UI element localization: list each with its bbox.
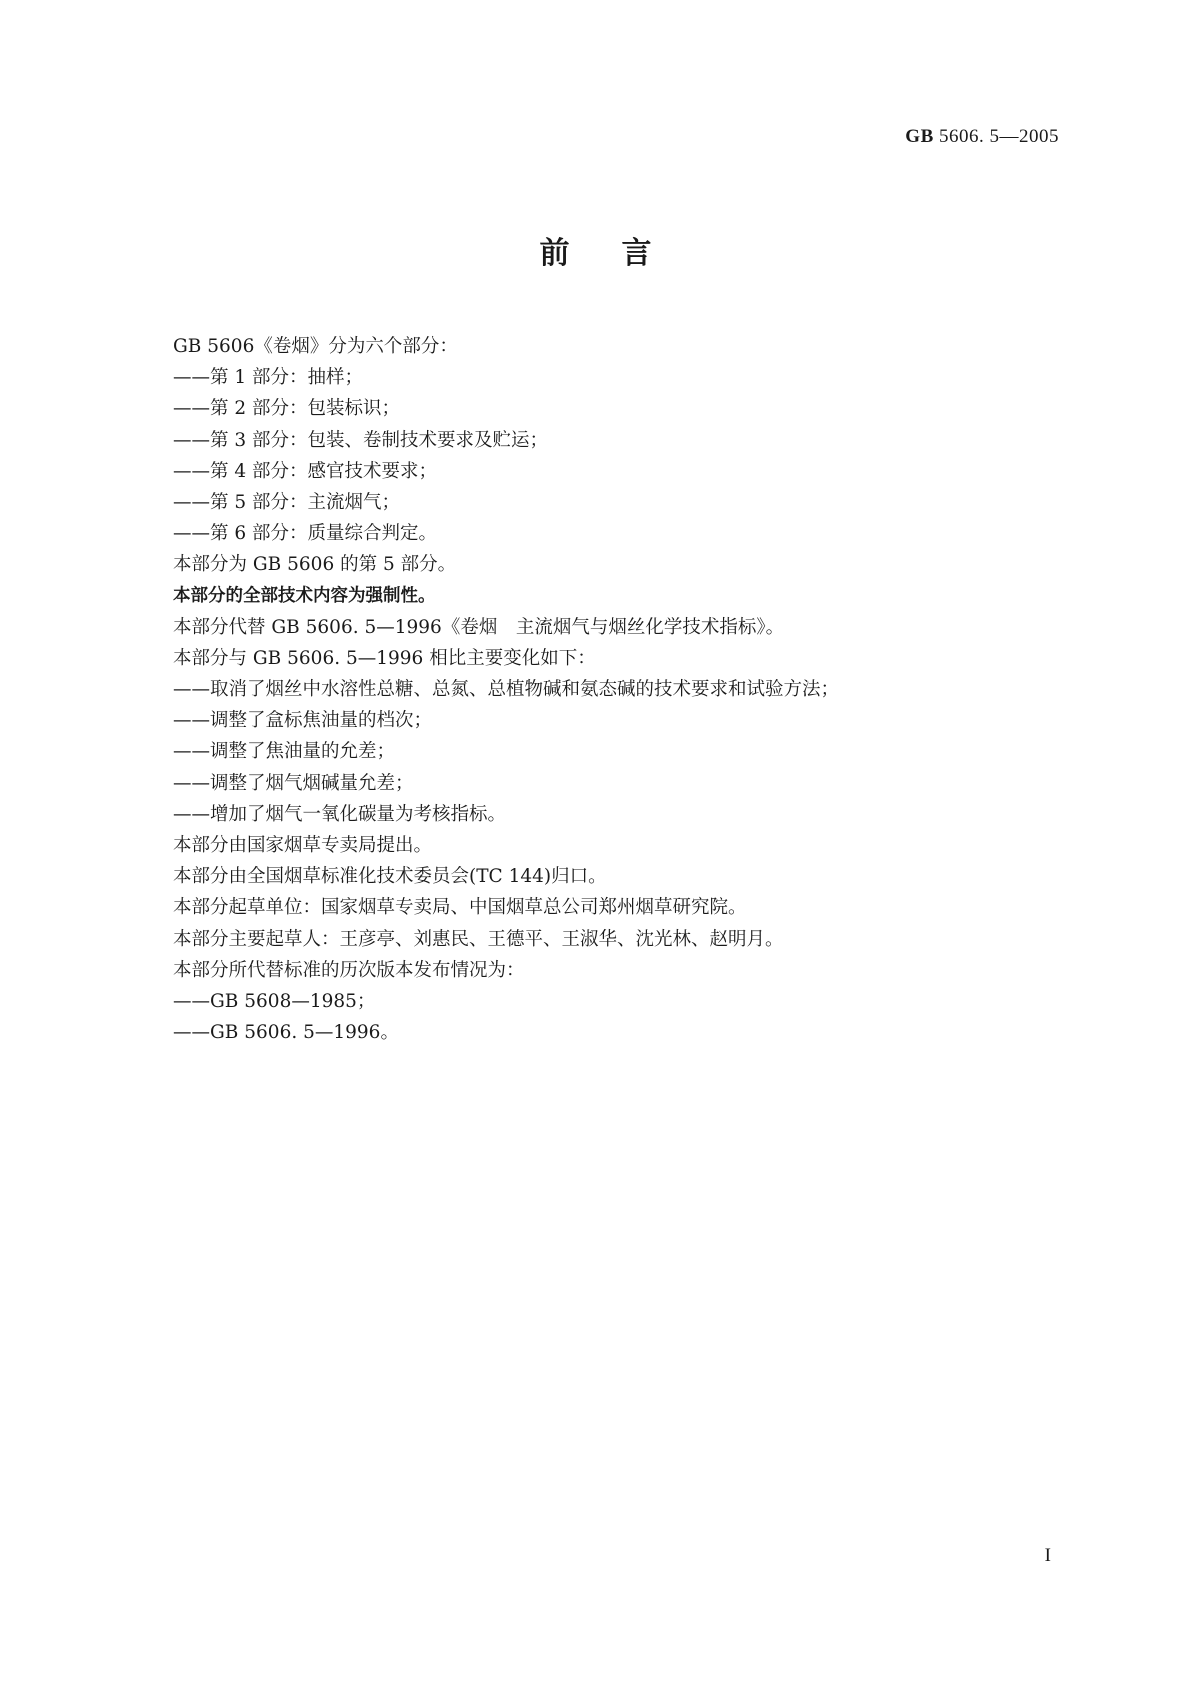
foreword-line: 本部分与 GB 5606. 5—1996 相比主要变化如下： xyxy=(173,647,596,669)
foreword-line: GB 5606《卷烟》分为六个部分： xyxy=(173,336,458,357)
foreword-line: ——GB 5606. 5—1996。 xyxy=(173,1022,399,1044)
foreword-line: 本部分由全国烟草标准化技术委员会(TC 144)归口。 xyxy=(173,866,607,888)
foreword-line: ——第 1 部分：抽样； xyxy=(173,367,364,389)
page-number: I xyxy=(1044,1545,1051,1566)
foreword-line: 本部分代替 GB 5606. 5—1996《卷烟 主流烟气与烟丝化学技术指标》。 xyxy=(173,616,785,638)
foreword-line: 本部分所代替标准的历次版本发布情况为： xyxy=(173,959,525,981)
foreword-line: ——第 5 部分：主流烟气； xyxy=(173,491,401,513)
foreword-line: ——第 2 部分：包装标识； xyxy=(173,398,401,420)
foreword-line: 本部分主要起草人：王彦亭、刘惠民、王德平、王淑华、沈光林、赵明月。 xyxy=(173,928,784,950)
mandatory-statement: 本部分的全部技术内容为强制性。 xyxy=(173,585,436,606)
foreword-line: ——GB 5608—1985； xyxy=(173,990,376,1012)
foreword-line: 本部分由国家烟草专卖局提出。 xyxy=(173,835,433,856)
foreword-line: ——取消了烟丝中水溶性总糖、总氮、总植物碱和氨态碱的技术要求和试验方法； xyxy=(173,679,840,701)
foreword-line: ——第 4 部分：感官技术要求； xyxy=(173,460,438,482)
foreword-line: ——增加了烟气一氧化碳量为考核指标。 xyxy=(173,803,507,825)
foreword-line: 本部分起草单位：国家烟草专卖局、中国烟草总公司郑州烟草研究院。 xyxy=(173,897,747,919)
page-title: 前言 xyxy=(539,236,704,271)
foreword-line: ——调整了烟气烟碱量允差； xyxy=(173,772,414,794)
foreword-line: ——第 3 部分：包装、卷制技术要求及贮运； xyxy=(173,429,549,451)
foreword-line: 本部分为 GB 5606 的第 5 部分。 xyxy=(173,554,457,576)
foreword-body xyxy=(173,331,1073,1048)
foreword-line: ——第 6 部分：质量综合判定。 xyxy=(173,523,438,545)
standard-code-number: 5606. 5—2005 xyxy=(939,126,1059,147)
foreword-line: ——调整了盒标焦油量的档次； xyxy=(173,710,433,732)
foreword-line: ——调整了焦油量的允差； xyxy=(173,741,396,763)
standard-code-prefix: GB xyxy=(905,126,934,147)
standard-code xyxy=(905,126,1059,148)
